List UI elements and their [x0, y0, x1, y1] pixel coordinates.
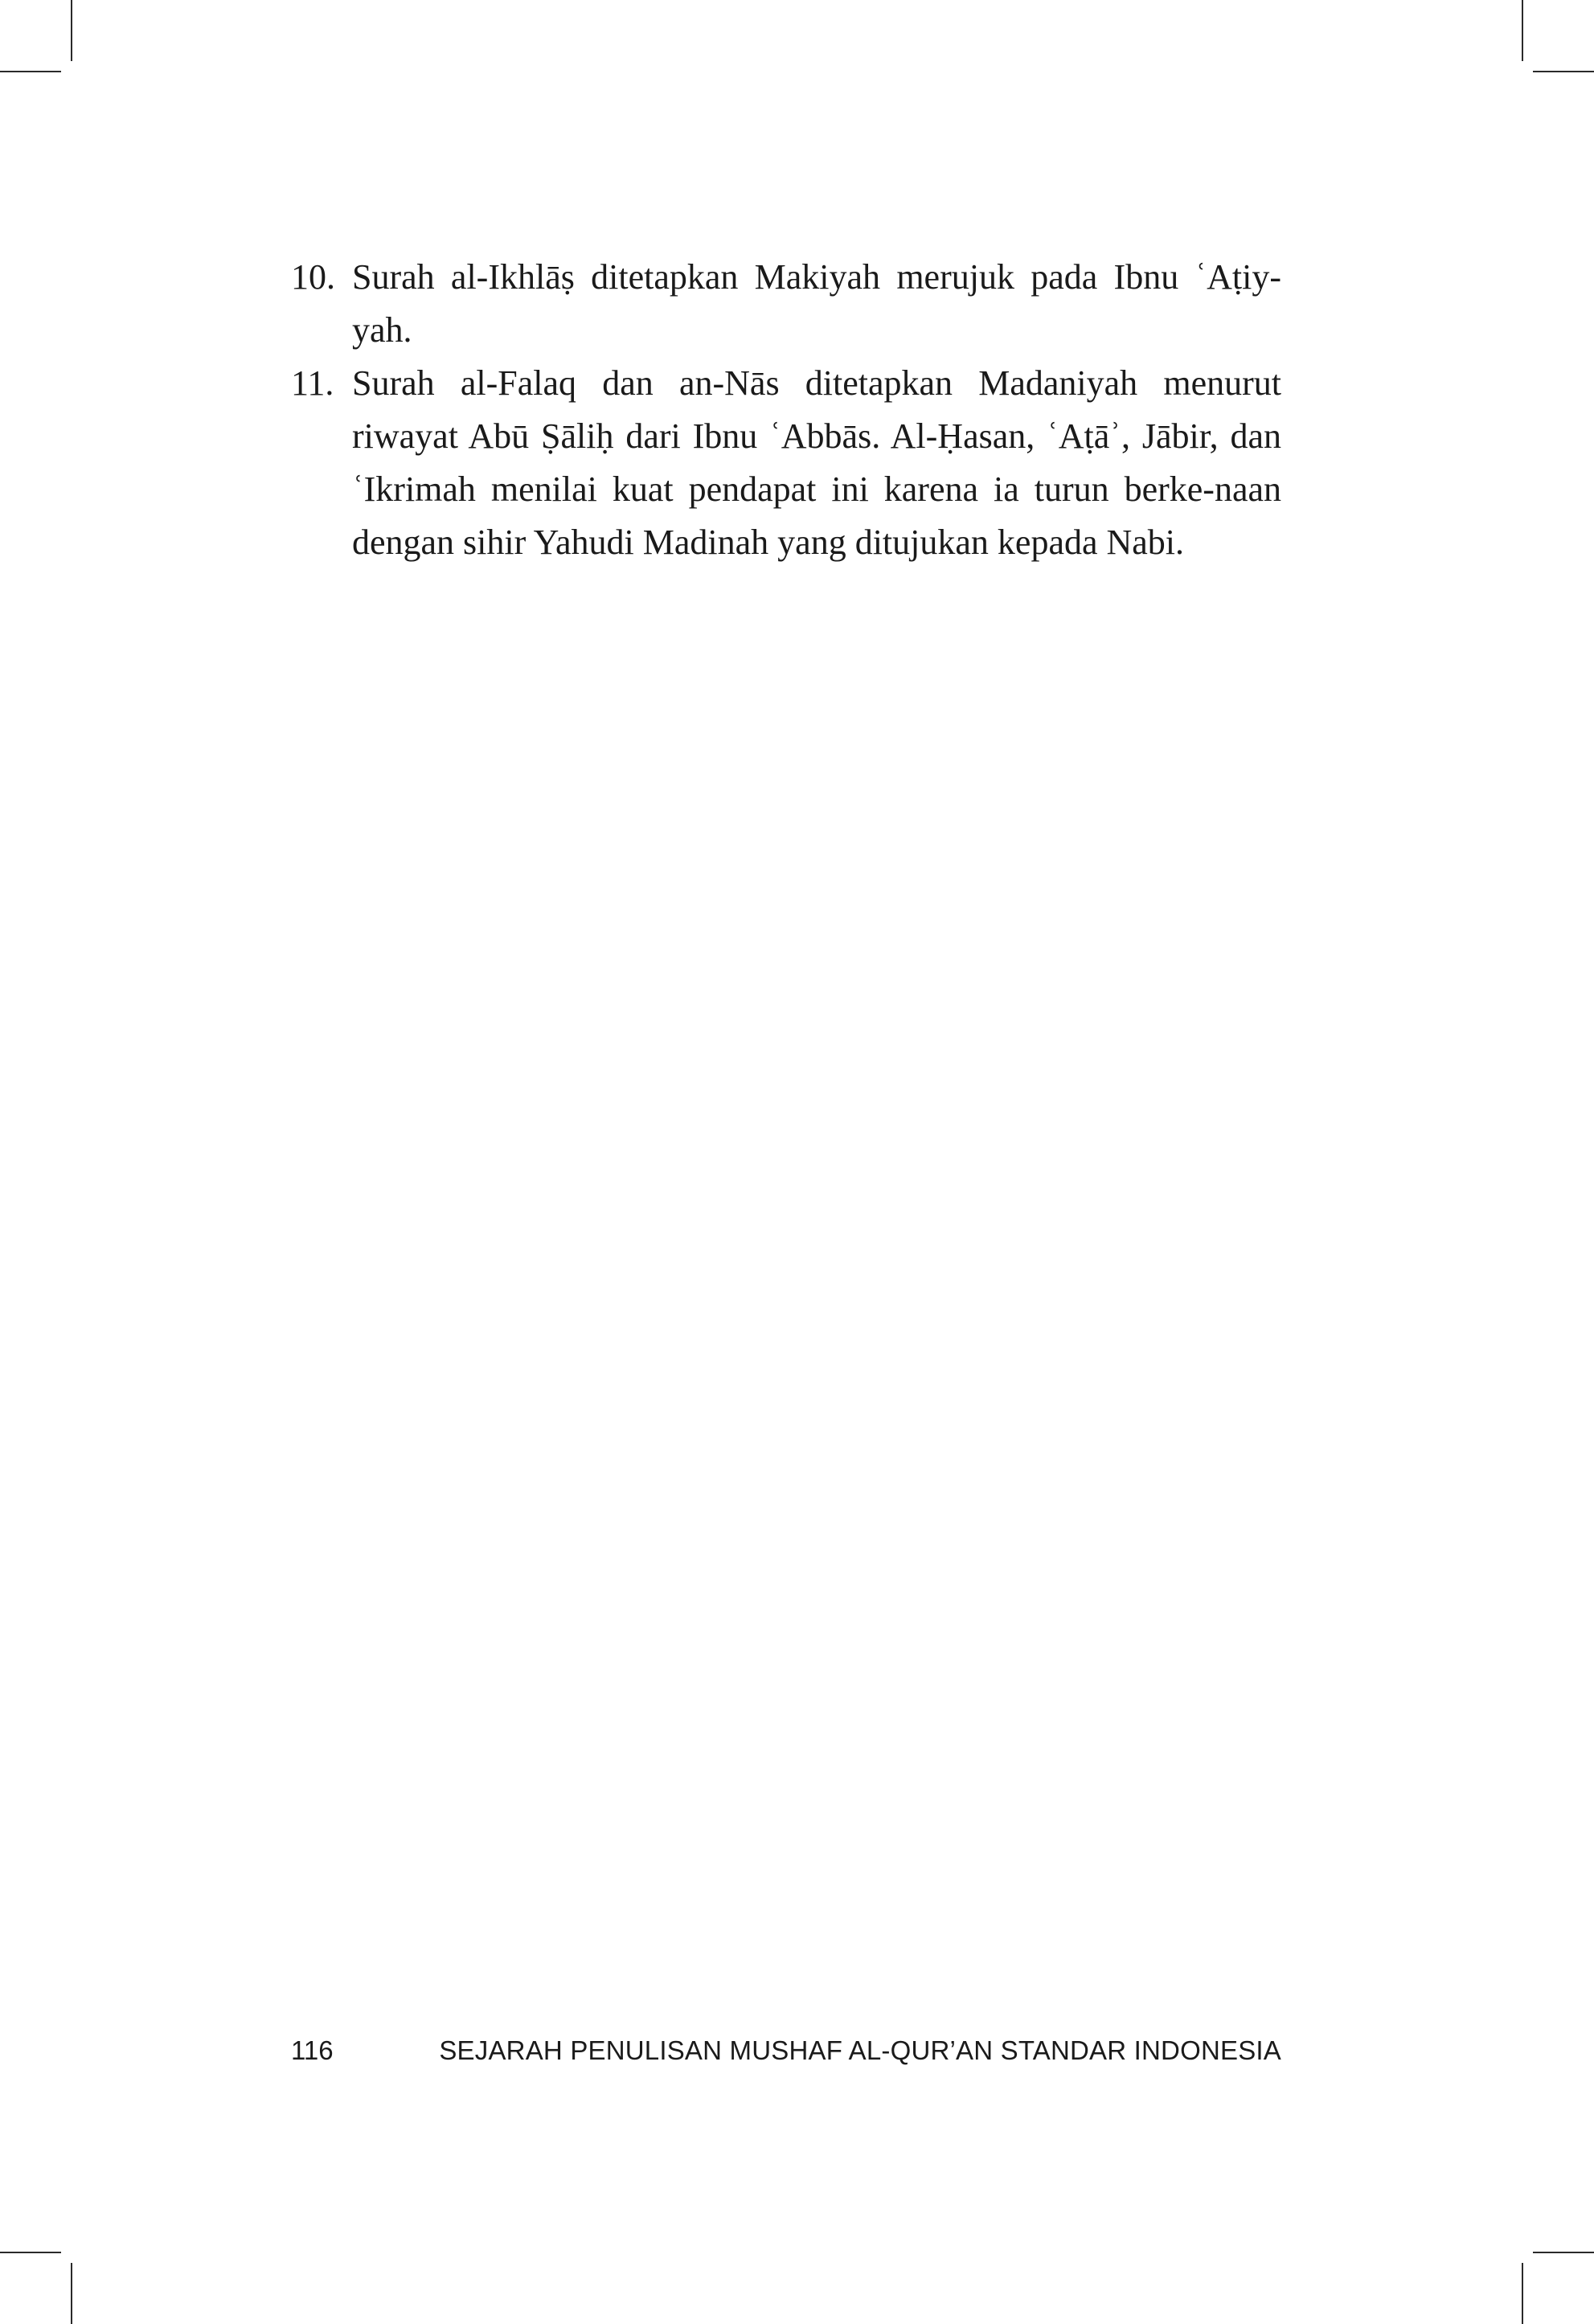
page-number: 116: [291, 2035, 334, 2065]
page-footer: [291, 2035, 1281, 2076]
running-title: SEJARAH PENULISAN MUSHAF AL-QUR’AN STANDAR INDONESIA: [439, 2035, 1281, 2065]
page-body: [291, 251, 1281, 569]
crop-mark-top-right-horizontal: [1533, 71, 1594, 72]
crop-mark-bottom-right-horizontal: [1533, 2252, 1594, 2253]
numbered-list: [291, 251, 1281, 569]
list-item-number: 11.: [291, 363, 334, 403]
list-item-text: Surah al-Falaq dan an-Nās ditetapkan Madaniyah menurut riwayat Abū Ṣāliḥ dari Ibnu ʿAbbās. Al-Ḥasan, ʿAṭāʾ, Jābir, dan ʿIkrimah menilai kuat pendapat ini karena ia turun berke-naan dengan sihir Yahudi Madinah yang ditujukan kepada Nabi.: [352, 363, 1281, 562]
crop-mark-bottom-left-vertical: [71, 2263, 72, 2324]
crop-mark-bottom-left-horizontal: [0, 2252, 61, 2253]
list-item-text: Surah al-Ikhlāṣ ditetapkan Makiyah merujuk pada Ibnu ʿAṭiy-yah.: [352, 257, 1281, 350]
crop-mark-top-left-horizontal: [0, 71, 61, 72]
list-item: [291, 251, 1281, 357]
crop-mark-top-right-vertical: [1522, 0, 1523, 61]
list-item-number: 10.: [291, 257, 335, 297]
crop-mark-top-left-vertical: [71, 0, 72, 61]
list-item: [291, 357, 1281, 569]
crop-mark-bottom-right-vertical: [1522, 2263, 1523, 2324]
